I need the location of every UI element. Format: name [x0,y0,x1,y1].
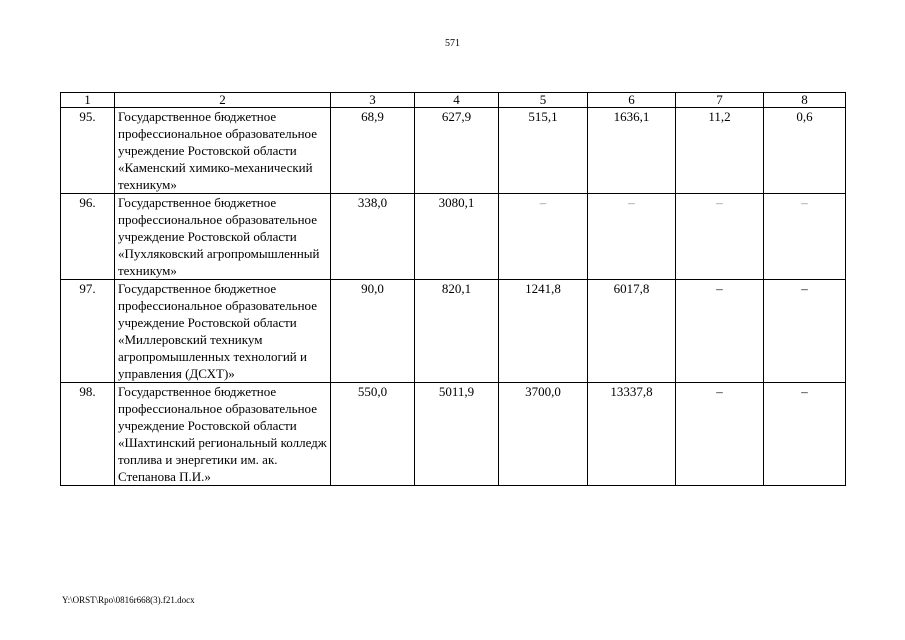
cell-col-4: 627,9 [415,108,499,194]
cell-col-8: – [764,194,846,280]
table-row [61,383,846,486]
header-col-2: 2 [115,93,331,108]
institution-name: Государственное бюджетное профессиональное образовательное учреждение Ростовской области «Пухляковский агропромышленный техникум» [115,194,331,280]
cell-col-8: – [764,383,846,486]
institution-name: Государственное бюджетное профессиональное образовательное учреждение Ростовской области «Миллеровский техникум агропромышленных технологий и управления (ДСХТ)» [115,280,331,383]
row-index: 98. [61,383,115,486]
institution-name: Государственное бюджетное профессиональное образовательное учреждение Ростовской области «Шахтинский региональный колледж топлива и энергетики им. ак. Степанова П.И.» [115,383,331,486]
cell-col-6: 6017,8 [588,280,676,383]
cell-col-5: – [499,194,588,280]
row-index: 96. [61,194,115,280]
cell-col-4: 820,1 [415,280,499,383]
table-header-row [61,93,846,108]
cell-col-6: 1636,1 [588,108,676,194]
row-index: 95. [61,108,115,194]
header-col-4: 4 [415,93,499,108]
cell-col-8: 0,6 [764,108,846,194]
cell-col-7: – [676,383,764,486]
row-index: 97. [61,280,115,383]
header-col-5: 5 [499,93,588,108]
cell-col-4: 5011,9 [415,383,499,486]
cell-col-6: – [588,194,676,280]
table-row [61,194,846,280]
cell-col-3: 90,0 [331,280,415,383]
cell-col-5: 515,1 [499,108,588,194]
table-row [61,280,846,383]
cell-col-3: 68,9 [331,108,415,194]
cell-col-5: 3700,0 [499,383,588,486]
cell-col-3: 550,0 [331,383,415,486]
cell-col-5: 1241,8 [499,280,588,383]
cell-col-7: 11,2 [676,108,764,194]
page-number: 571 [445,38,460,49]
cell-col-8: – [764,280,846,383]
header-col-7: 7 [676,93,764,108]
header-col-8: 8 [764,93,846,108]
header-col-6: 6 [588,93,676,108]
data-table [60,92,846,486]
header-col-1: 1 [61,93,115,108]
cell-col-4: 3080,1 [415,194,499,280]
cell-col-7: – [676,280,764,383]
cell-col-3: 338,0 [331,194,415,280]
header-col-3: 3 [331,93,415,108]
footer-file-path: Y:\ORST\Rpo\0816r668(3).f21.docx [62,595,195,605]
cell-col-6: 13337,8 [588,383,676,486]
cell-col-7: – [676,194,764,280]
institution-name: Государственное бюджетное профессиональное образовательное учреждение Ростовской области «Каменский химико-механический техникум» [115,108,331,194]
table-row [61,108,846,194]
